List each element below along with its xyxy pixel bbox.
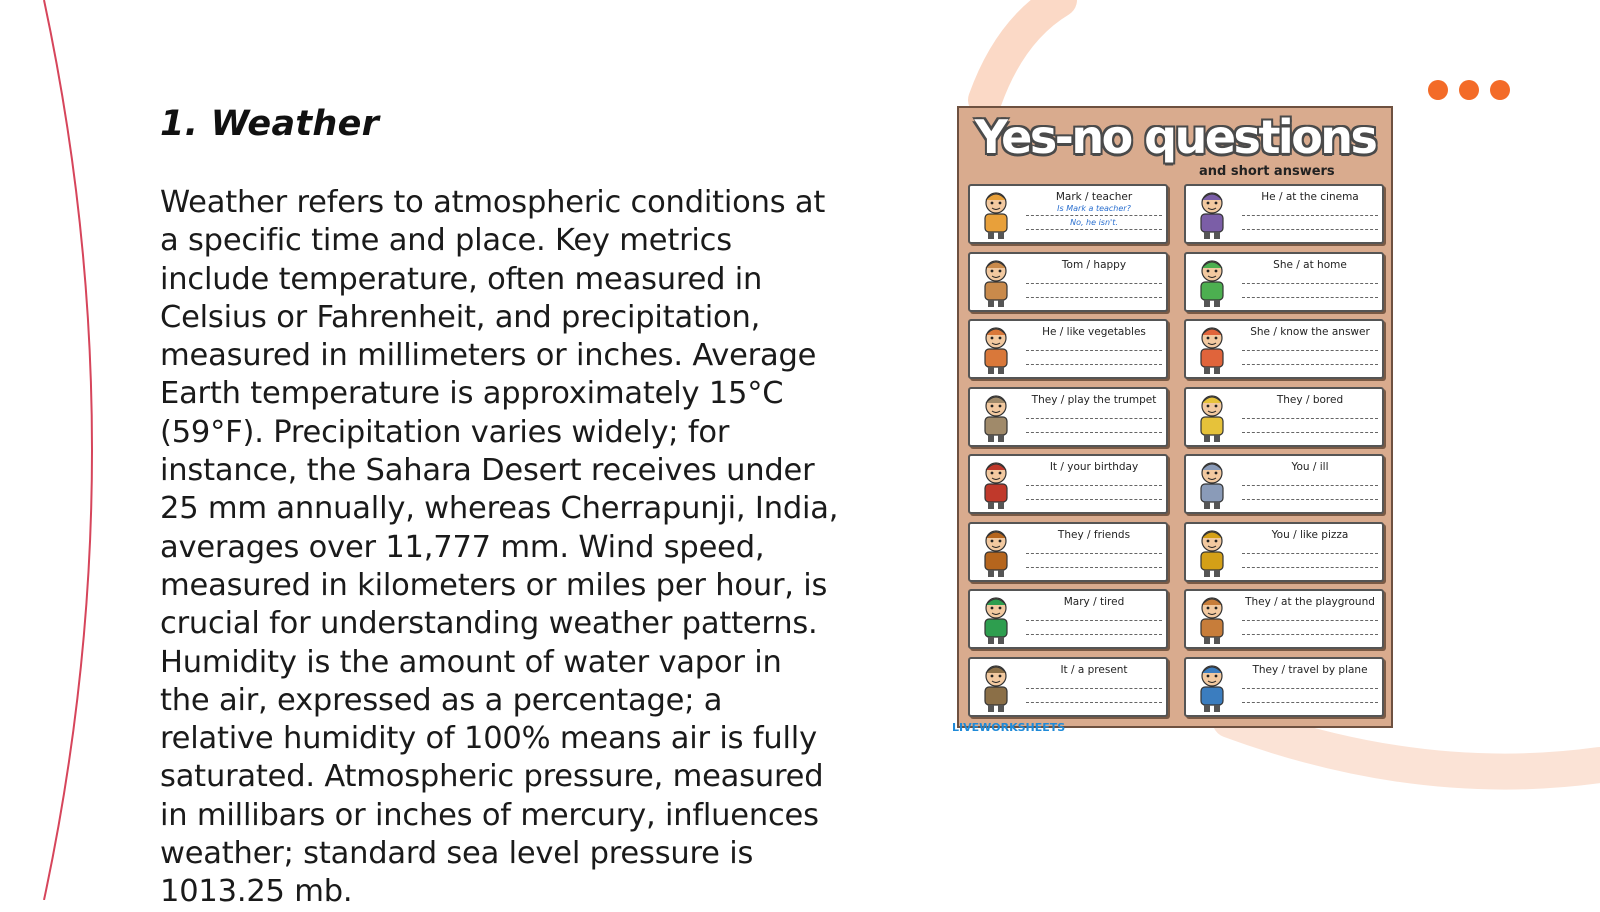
cartoon-character-icon [973, 460, 1019, 510]
worksheet-subtitle: and short answers [1199, 164, 1335, 179]
worksheet-card [1184, 657, 1384, 717]
worksheet-card [968, 589, 1168, 649]
answer-line [1026, 297, 1162, 298]
answer-line [1242, 418, 1378, 419]
worksheet-prompt: They / friends [1057, 528, 1131, 541]
answer-line [1242, 229, 1378, 230]
cartoon-character-icon [973, 393, 1019, 443]
answer-line [1026, 485, 1162, 486]
worksheet-prompt: Mary / tired [1063, 596, 1125, 608]
answer-line [1026, 350, 1162, 351]
slide-body-text: Weather refers to atmospheric conditions at a specific time and place. Key metrics include temperature, often measured in Celsius or Fahrenheit, and precipitation, measured in millimeters or inches. Average Earth temperature is approximately 15°C (59°F). Precipitation varies widely; for instance, the Sahara Desert receives under 25 mm annually, whereas Cherrapunji, India, averages over 11,777 mm. Wind speed, measured in kilometers or miles per hour, is crucial for understanding weather patterns. Humidity is the amount of water vapor in the air, expressed as a percentage; a relative humidity of 100% means air is fully saturated. Atmospheric pressure, measured in millibars or inches of mercury, influences weather; standard sea level pressure is 1013.25 mb. [160, 185, 839, 910]
cartoon-character-icon [973, 190, 1019, 240]
answer-line [1026, 634, 1162, 635]
more-options-icon[interactable] [1428, 80, 1510, 100]
cartoon-character-icon [1189, 460, 1235, 510]
cartoon-character-icon [1189, 663, 1235, 713]
answer-line [1242, 553, 1378, 554]
answer-line [1242, 215, 1378, 216]
worksheet-card [1184, 252, 1384, 312]
worksheet-example-answer: Is Mark a teacher? [1057, 204, 1131, 213]
worksheet-card [1184, 454, 1384, 514]
worksheet-card [968, 184, 1168, 244]
worksheet-prompt: She / know the answer [1250, 326, 1370, 338]
worksheet-card [1184, 387, 1384, 447]
dot-3 [1490, 80, 1510, 100]
worksheet-example-answer: No, he isn't. [1070, 218, 1118, 227]
worksheet-card [1184, 319, 1384, 379]
worksheet-image [957, 106, 1393, 728]
answer-line [1026, 702, 1162, 703]
answer-line [1242, 364, 1378, 365]
worksheet-title: Yes-no questions [974, 110, 1376, 164]
answer-line [1242, 620, 1378, 621]
worksheet-prompt: They / play the trumpet [1031, 393, 1157, 406]
worksheet-watermark: LIVEWORKSHEETS [952, 721, 1066, 734]
cartoon-character-icon [973, 595, 1019, 645]
worksheet-prompt: It / your birthday [1049, 461, 1139, 473]
worksheet-prompt: They / bored [1276, 393, 1344, 406]
worksheet-card [968, 387, 1168, 447]
cartoon-character-icon [1189, 528, 1235, 578]
worksheet-card [1184, 589, 1384, 649]
worksheet-prompt: You / ill [1291, 461, 1329, 473]
answer-line [1242, 485, 1378, 486]
dot-2 [1459, 80, 1479, 100]
answer-line [1026, 567, 1162, 568]
cartoon-character-icon [973, 325, 1019, 375]
answer-line [1026, 432, 1162, 433]
cartoon-character-icon [1189, 325, 1235, 375]
top-swoosh [985, 0, 1060, 100]
answer-line [1026, 688, 1162, 689]
cartoon-character-icon [1189, 595, 1235, 645]
worksheet-prompt: Tom / happy [1061, 258, 1127, 271]
cartoon-character-icon [1189, 393, 1235, 443]
worksheet-card [968, 454, 1168, 514]
answer-line [1026, 620, 1162, 621]
worksheet-card [968, 252, 1168, 312]
worksheet-prompt: They / travel by plane [1252, 663, 1368, 676]
answer-line [1242, 634, 1378, 635]
answer-line [1026, 553, 1162, 554]
cartoon-character-icon [973, 258, 1019, 308]
cartoon-character-icon [973, 663, 1019, 713]
cartoon-character-icon [973, 528, 1019, 578]
cartoon-character-icon [1189, 258, 1235, 308]
answer-line [1026, 418, 1162, 419]
answer-line [1026, 499, 1162, 500]
answer-line [1242, 432, 1378, 433]
worksheet-card [968, 522, 1168, 582]
left-curve-line [44, 0, 92, 900]
worksheet-prompt: It / a present [1060, 663, 1128, 676]
worksheet-prompt: He / at the cinema [1261, 191, 1359, 203]
dot-1 [1428, 80, 1448, 100]
worksheet-card [1184, 522, 1384, 582]
cartoon-character-icon [1189, 190, 1235, 240]
worksheet-prompt: He / like vegetables [1042, 326, 1146, 338]
answer-line [1026, 229, 1162, 230]
answer-line [1242, 297, 1378, 298]
worksheet-prompt: You / like pizza [1271, 528, 1349, 541]
worksheet-prompt: She / at home [1273, 258, 1347, 271]
answer-line [1242, 567, 1378, 568]
answer-line [1242, 283, 1378, 284]
answer-line [1242, 688, 1378, 689]
answer-line [1026, 283, 1162, 284]
worksheet-prompt: Mark / teacher [1055, 191, 1133, 203]
answer-line [1242, 350, 1378, 351]
slide-heading: 1. Weather [160, 104, 380, 144]
worksheet-card [968, 319, 1168, 379]
answer-line [1026, 215, 1162, 216]
worksheet-prompt: They / at the playground [1245, 596, 1375, 608]
answer-line [1242, 499, 1378, 500]
answer-line [1242, 702, 1378, 703]
worksheet-grid [968, 184, 1386, 717]
answer-line [1026, 364, 1162, 365]
worksheet-card [968, 657, 1168, 717]
worksheet-card [1184, 184, 1384, 244]
